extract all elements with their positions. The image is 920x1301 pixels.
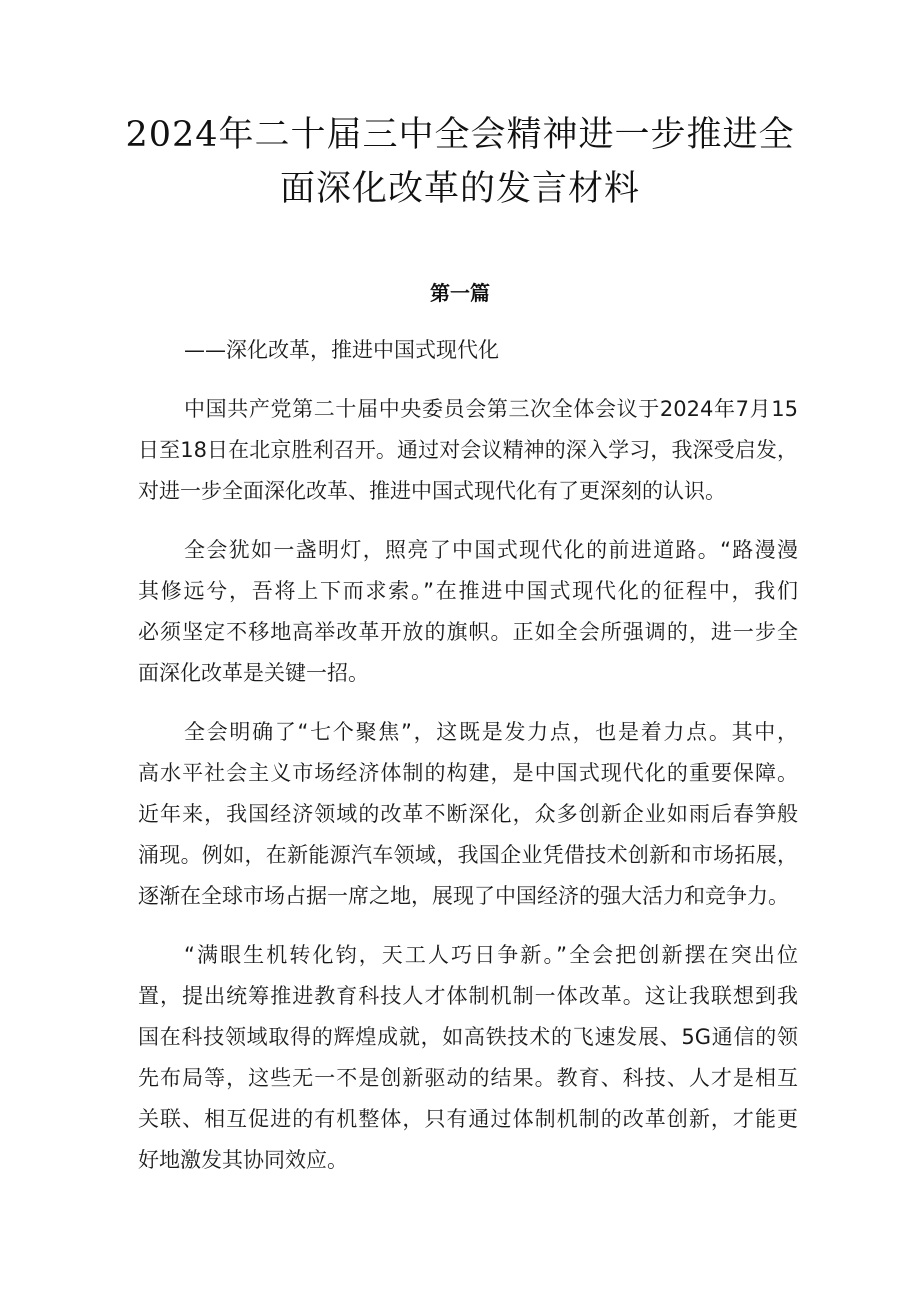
title-line-1: 2024年二十届三中全会精神进一步推进全	[125, 115, 795, 155]
title-line-2: 面深化改革的发言材料	[279, 169, 640, 209]
section-heading: 第一篇	[430, 281, 490, 305]
paragraph-line: 先布局等，这些无一不是创新驱动的结果。教育、科技、人才是相互	[138, 1066, 798, 1090]
paragraph-3	[138, 712, 798, 917]
paragraph-2	[138, 530, 798, 694]
paragraph-line: 全会明确了“七个聚焦”，这既是发力点，也是着力点。其中，	[184, 720, 798, 744]
paragraph-line: 近年来，我国经济领域的改革不断深化，众多创新企业如雨后春笋般	[138, 802, 798, 826]
paragraph-line: 其修远兮，吾将上下而求索。”在推进中国式现代化的征程中，我们	[138, 579, 798, 603]
paragraph-line: “满眼生机转化钧，天工人巧日争新。”全会把创新摆在突出位	[184, 943, 798, 967]
document-title	[100, 108, 820, 216]
paragraph-line: 中国共产党第二十届中央委员会第三次全体会议于2024年7月15	[184, 397, 798, 421]
paragraph-line: 全会犹如一盏明灯，照亮了中国式现代化的前进道路。“路漫漫	[184, 538, 798, 562]
paragraph-line: 关联、相互促进的有机整体，只有通过体制机制的改革创新，才能更	[138, 1107, 798, 1131]
paragraph-line: 对进一步全面深化改革、推进中国式现代化有了更深刻的认识。	[138, 479, 726, 503]
paragraph-line: 高水平社会主义市场经济体制的构建，是中国式现代化的重要保障。	[138, 761, 798, 785]
paragraph-line: 逐渐在全球市场占据一席之地，展现了中国经济的强大活力和竞争力。	[138, 884, 789, 908]
paragraph-line: 面深化改革是关键一招。	[138, 661, 369, 685]
section-subtitle: ——深化改革，推进中国式现代化	[184, 338, 499, 362]
paragraph-line: 置，提出统筹推进教育科技人才体制机制一体改革。这让我联想到我	[138, 984, 798, 1008]
paragraph-line: 日至18日在北京胜利召开。通过对会议精神的深入学习，我深受启发，	[138, 438, 798, 462]
paragraph-1	[138, 389, 798, 512]
paragraph-line: 必须坚定不移地高举改革开放的旗帜。正如全会所强调的，进一步全	[138, 620, 798, 644]
paragraph-line: 国在科技领域取得的辉煌成就，如高铁技术的飞速发展、5G通信的领	[138, 1025, 798, 1049]
paragraph-line: 涌现。例如，在新能源汽车领域，我国企业凭借技术创新和市场拓展，	[138, 843, 798, 867]
paragraph-line: 好地激发其协同效应。	[138, 1148, 348, 1172]
paragraph-4	[138, 935, 798, 1181]
